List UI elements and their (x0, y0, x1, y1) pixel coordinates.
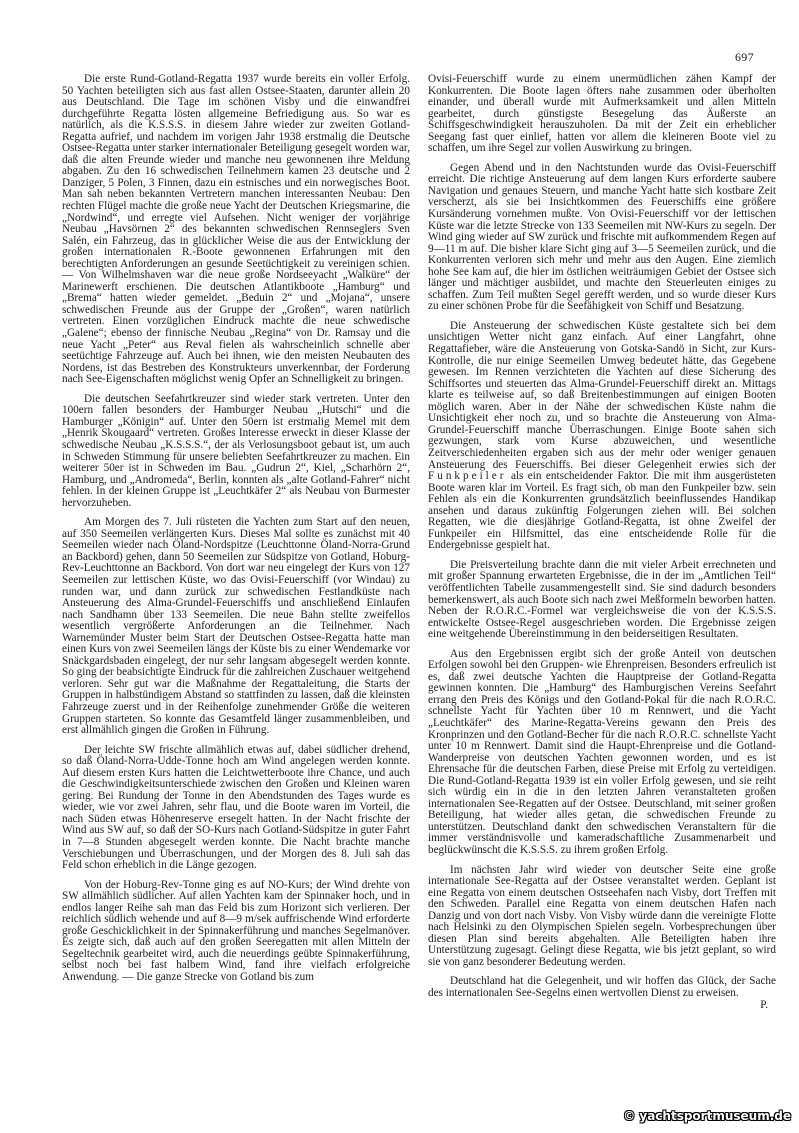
paragraph-continuation: Ovisi-Feuerschiff wurde zu einem unermüdlichen zähen Kampf der Konkurrenten. Die Boote lagen öfters nahe zusammen oder überholten einander, und überall wurde mit Aufmerksamkeit und allen Mitteln gearbeitet, durch günstigste Besegelung das Äußerste an Schiffsgeschwindigkeit herauszuholen. Da mit der Zeit ein erheblicher Seegang fast quer einlief, hatten vor allem die kleineren Boote viel zu schaffen, um ihre Segel zur vollen Auswirkung zu bringen. (428, 73, 776, 155)
paragraph-seefahrtkreuzer: Die deutschen Seefahrtkreuzer sind wieder stark vertreten. Unter den 100ern fallen besonders der Hamburger Neubau „Hutschi“ und die Hamburger „Königin“ auf. Unter den 50ern ist erstmalig Memel mit dem „Henrik Skougaard“ vertreten. Großes Interesse erweckt in dieser Klasse der schwedische Neubau „K.S.S.S.“, der als Verlosungsboot gebaut ist, um auch in Schweden Stimmung für unsere beliebten Seefahrtkreuzer zu machen. Ein weiterer 50er ist in Schweden im Bau. „Gudrun 2“, Kiel, „Scharhörn 2“, Hamburg, und „Andromeda“, Berlin, konnten als „alte Gotland-Fahrer“ nicht fehlen. In der kleinen Gruppe ist „Leuchtkäfer 2“ als Neubau von Burmester hervorzuheben. (62, 392, 410, 509)
watermark: © yachtsportmuseum.de (623, 1109, 791, 1123)
text-segment: Deutschland hat die Gelegenheit, und wir hoffen das Glück, der Sache des internationalen See-Segelns einen wertvollen Dienst zu erweisen. (428, 975, 776, 1000)
paragraph-hoburg-rev: Von der Hoburg-Rev-Tonne ging es auf NO-Kurs; der Wind drehte von SW allmählich südlicher. Auf allen Yachten kam der Spinnaker hoch, und in endlos langer Reihe sah man das Feld bis zum Horizont sich verlieren. Der reichlich südlich wehende und auf 8—9 m/sek auffrischende Wind erforderte große Geschicklichkeit in der Spinnakerführung und manches Segelmanöver. Es zeigte sich, daß auch auf den großen Seeregatten mit allen Mitteln der Segeltechnik gearbeitet wird, auch die neuerdings geübte Spinnakerführung, selbst noch bei fast halbem Wind, fand ihre vielfach erfolgreiche Anwendung. — Die ganze Strecke von Gotland bis zum (62, 878, 410, 984)
left-column (62, 74, 410, 992)
text-segment: als ein entscheidender Faktor. Die mit ihm ausgerüsteten Boote waren klar im Vorteil. Es fragt sich, ob man den Funkpeiler bzw. sein Fehlen als ein die Konkurrenten grundsätzlich beeinflussendes Handikap ansehen und daraus zukünftig Folgerungen ziehen will. Bei solchen Regatten, wie die diesjährige Gotland-Regatta, ist ohne Zweifel der Funkpeiler ein Hilfsmittel, das eine entscheidende Rolle für die Endergebnisse gespielt hat. (428, 470, 777, 552)
paragraph-intro: Die erste Rund-Gotland-Regatta 1937 wurde bereits ein voller Erfolg. 50 Yachten beteiligten sich aus fast allen Ostsee-Staaten, darunter allein 20 aus Deutschland. Die Tage im schönen Visby und die einwandfrei durchgeführte Regatta lösten allgemeine Befriedigung aus. So war es natürlich, als die K.S.S.S. in diesem Jahre wieder zur zweiten Gotland-Regatta aufrief, und nachdem im vorigen Jahr 1938 erstmalig die Deutsche Ostsee-Regatta unter starker internationaler Beteiligung gesegelt worden war, daß die alten Freunde wieder und manche neu gewonnenen ihre Meldung abgaben. Zu den 16 schwedischen Teilnehmern kamen 23 deutsche und 2 Danziger, 5 Polen, 3 Finnen, dazu ein estnisches und ein norwegisches Boot. Man sah neben bekannten Vertretern manchen interessanten Neubau: Den rechten Flügel machte die große neue Yacht der Deutschen Kriegsmarine, die „Nordwind“, und erregte viel Aufsehen. Nicht weniger der vorjährige Neubau „Havsörnen 2“ des bekannten schwedischen Rennseglers Sven Salén, ein Fahrzeug, das in glücklicher Weise die aus der Entwicklung der großen internationalen R.-Boote gewonnenen Erfahrungen mit den berechtigten Anforderungen an gesunde Seetüchtigkeit zu vereinigen schien. — Von Wilhelmshaven war die neue große Nordseeyacht „Walküre“ der Marinewerft erschienen. Die deutschen Atlantikboote „Hamburg“ und „Brema“ hatten wieder gemeldet. „Beduin 2“ und „Mojana“, unsere schwedischen Freunde aus der Gruppe der „Großen“, waren natürlich vertreten. Einen vorzüglichen Eindruck machte die neue schwedische „Galene“; ebenso der finnische Neubau „Regina“ von Dr. Ramsay und die neue Yacht „Peter“ aus Reval fielen als wahrscheinlich schnelle aber seetüchtige Fahrzeuge auf. Auch bei ihnen, wie den meisten Neubauten des Nordens, ist das Bestreben des Konstrukteurs unverkennbar, der Forderung nach See-Eigenschaften möglichst wenig Opfer an Schnelligkeit zu bringen. (62, 73, 410, 386)
emphasized-term: Funkpeiler (428, 470, 507, 483)
page-number: 697 (735, 50, 754, 64)
paragraph-prizes: Die Preisverteilung brachte dann die mit vieler Arbeit errechneten und mit großer Spannung erwarteten Ergebnisse, die in der im „Amtlichen Teil“ veröffentlichten Tabelle zusammengestellt sind. Sie sind dadurch besonders bemerkenswert, als auch Boote sich nach zwei Meßformeln beworben hatten. Neben der R.O.R.C.-Formel war vergleichsweise die von der K.S.S.S. entwickelte Ostsee-Regel ausgeschrieben worden. Die Ergebnisse zeigen eine weitgehende Übereinstimmung in den beiderseitigen Resultaten. (428, 558, 776, 641)
paragraph-results: Aus den Ergebnissen ergibt sich der große Anteil von deutschen Erfolgen sowohl bei den Gruppen- wie Ehrenpreisen. Besonders erfreulich ist es, daß zwei deutsche Yachten die Hauptpreise der Gotland-Regatta gewinnen konnten. Die „Hamburg“ des Hamburgischen Vereins Seefahrt errang den Preis des Königs und den Gotland-Pokal für die nach R.O.R.C. schnellste Yacht für Yachten über 10 m Rennwert, und die Yacht „Leuchtkäfer“ des Marine-Regatta-Vereins gewann den Preis des Kronprinzen und den Gotland-Becher für die nach R.O.R.C. schnellste Yacht unter 10 m Rennwert. Damit sind die Haupt-Ehrenpreise und die Gotland-Wanderpreise von deutschen Yachten gewonnen worden, und es ist Ehrensache für die deutschen Farben, diese Preise mit Erfolg zu verteidigen. Die Rund-Gotland-Regatta 1939 ist ein voller Erfolg gewesen, und sie reiht sich würdig ein in die in den letzten Jahren veranstalteten großen internationalen See-Regatten auf der Ostsee. Deutschland, mit seiner großen Beteiligung, hat wieder alles getan, die schwedischen Freunde zu unterstützen. Deutschland dankt den schwedischen Veranstaltern für die immer verständnisvolle und kameradschaftliche Zusammenarbeit und beglückwünscht die K.S.S.S. zu ihrem großen Erfolg. (428, 647, 776, 856)
paragraph-start: Am Morgen des 7. Juli rüsteten die Yachten zum Start auf den neuen, auf 350 Seemeilen verlängerten Kurs. Dieses Mal sollte es zunächst mit 40 Seemeilen wieder nach Öland-Nordspitze (Leuchttonne Öland-Norra-Grund an Backbord) gehen, dann 50 Seemeilen zur Südspitze von Gotland, Hoburg-Rev-Leuchttonne an Backbord. Von dort war neu eingelegt der Kurs von 127 Seemeilen zur lettischen Küste, wo das Ovisi-Feuerschiff (vor Windau) zu runden war, und dann zurück zur schwedischen Festlandküste nach Ansteuerung des Alma-Grundel-Feuerschiffs und anschließend Einlaufen nach Sandhamn über 133 Seemeilen. Die neue Bahn stellte zweifellos wesentlich vergrößerte Anforderungen an die Teilnehmer. Nach Warnemünder Muster beim Start der Deutschen Ostsee-Regatta hatte man einen Kurs von zwei Seemeilen längs der Küste bis zu einer Wendemarke vor Snäckgardsbaden eingelegt, der nur sehr langsam abgesegelt werden konnte. So ging der beabsichtigte Eindruck für die zahlreichen Zuschauer weitgehend verloren. Sehr gut war die Maßnahme der Regattaleitung, die Starts der Gruppen in halbstündigem Abstand so stattfinden zu lassen, daß die kleinsten Fahrzeuge zuerst und in der Reihenfolge zunehmender Größe die weiteren Gruppen starteten. So konnte das Gesamtfeld länger zusammenbleiben, und erst allmählich gingen die Großen in Führung. (62, 516, 410, 737)
text-segment: Die Ansteuerung der schwedischen Küste gestaltete sich bei dem unsichtigen Wetter nicht ganz einfach. Auf einer Langfahrt, ohne Regattafieber, wäre die Ansteuerung von Gotska-Sandö in Sicht, zur Kurs-Kontrolle, die nur einige Seemeilen Umweg bedeutet hätte, das Gegebene gewesen. Im Rennen verzichteten die Yachten auf diese Sicherung des Schiffsortes und steuerten das Alma-Grundel-Feuerschiff direkt an. Mittags klarte es teilweise auf, so daß Breitenbestimmungen auf einigen Booten möglich waren. Aber in der Nähe der schwedischen Küste nahm die Unsichtigkeit eher noch zu, und so brachte die Ansteuerung von Alma-Grundel-Feuerschiff manche Überraschungen. Einige Boote sahen sich gezwungen, stark vom Kurse abzuweichen, und wesentliche Zeitverschiedenheiten ergaben sich aus der mehr oder weniger genauen Ansteuerung des Feuerschiffs. Bei dieser Gelegenheit erwies sich der (428, 319, 776, 471)
paragraph-evening: Gegen Abend und in den Nachtstunden wurde das Ovisi-Feuerschiff erreicht. Die richtige Ansteuerung auf dem langen Kurs erforderte saubere Navigation und genaues Steuern, und manche Yacht hatte sich kostbare Zeit verscherzt, als sie bei Insichtkommen des Feuerschiffs eine größere Kursänderung vornehmen mußte. Von Ovisi-Feuerschiff vor der lettischen Küste war die letzte Strecke von 133 Seemeilen mit NW-Kurs zu segeln. Der Wind ging wieder auf SW zurück und frischte mit aufkommendem Regen auf 9—11 m auf. Die bisher klare Sicht ging auf 3—5 Seemeilen zurück, und die Konkurrenten verloren sich mehr und mehr aus den Augen. Eine ziemlich hohe See kam auf, die hier im östlichen weiträumigen Gebiet der Ostsee sich länger und mächtiger ausbildet, und machte den Steuerleuten einiges zu schaffen. Zum Teil mußten Segel gerefft werden, und so wurde dieser Kurs zu einer schönen Probe für die Seefähigkeit von Schiff und Besatzung. (428, 161, 776, 313)
paragraph-next-year: Im nächsten Jahr wird wieder von deutscher Seite eine große internationale See-Regatta auf der Ostsee veranstaltet werden. Geplant ist eine Regatta von einem deutschen Ostseehafen nach Visby, dort Treffen mit den Schweden. Parallel eine Regatta von einem deutschen Hafen nach Danzig und von dort nach Visby. Von Visby würde dann die vereinigte Flotte nach Helsinki zu den Olympischen Spielen segeln. Vorbesprechungen über diesen Plan sind bereits abgehalten. Alle Beteiligten haben ihre Unterstützung zugesagt. Gelingt diese Regatta, wie bis jetzt geplant, so wird sie von ganz besonderer Bedeutung werden. (428, 863, 776, 968)
paragraph-swedish-coast (428, 321, 776, 552)
right-column (428, 74, 776, 1011)
paragraph-closing (428, 975, 776, 1011)
author-signature: P. (760, 998, 768, 1011)
paragraph-first-leg: Der leichte SW frischte allmählich etwas auf, dabei südlicher drehend, so daß Öland-Norra-Udde-Tonne hoch am Wind angelegen werden konnte. Auf diesem ersten Kurs hatten die Leichtwetterboote ihre Chance, und auch die Geschwindigkeitsunterschiede zwischen den Großen und Kleinen waren gering. Bei Rundung der Tonne in den Abendstunden des Tages wurde es wieder, wie vor zwei Jahren, sehr flau, und die Boote waren im Vorteil, die nach Süden etwas Höhenreserve ersegelt hatten. In der Nacht frischte der Wind aus SW auf, so daß der SO-Kurs nach Gotland-Südspitze in guter Fahrt in 7—8 Stunden abgesegelt werden konnte. Die Nacht brachte manche Verschiebungen und Überraschungen, und der Morgen des 8. Juli sah das Feld schon erheblich in die Länge gezogen. (62, 743, 410, 872)
